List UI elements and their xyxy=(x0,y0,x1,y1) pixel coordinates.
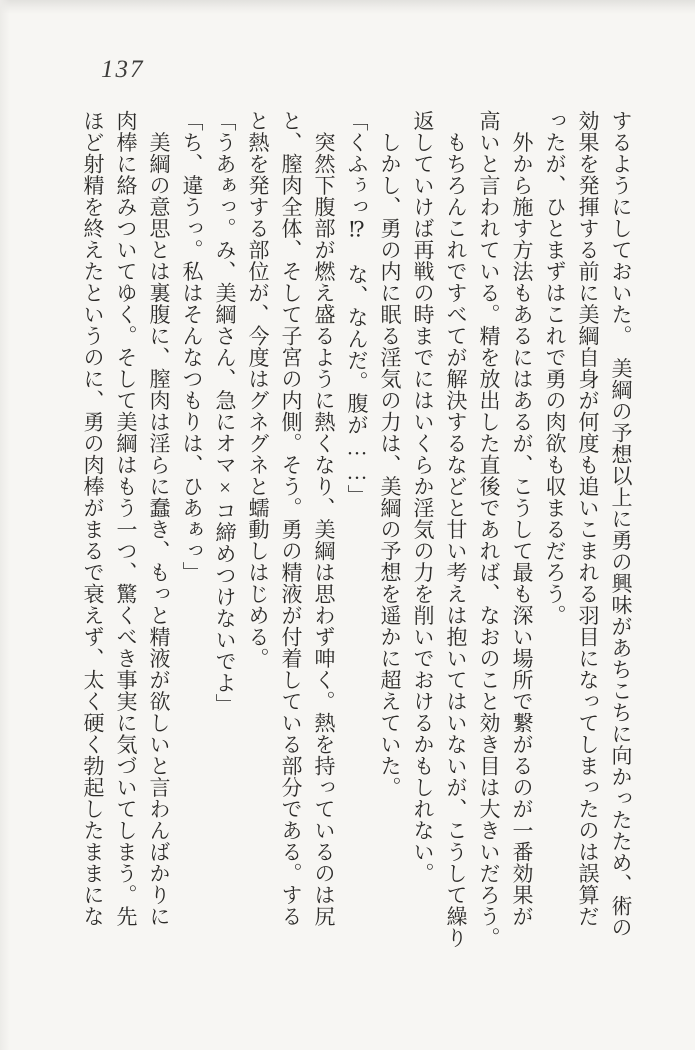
text-line: ほど射精を終えたというのに、勇の肉棒がまるで衰えず、太く硬く勃起したままにな xyxy=(81,110,105,927)
text-line: 「うあぁっ。み、美綱さん、急にオマ×コ締めつけないでよ」 xyxy=(213,110,237,715)
page-edge-shadow-left xyxy=(0,0,10,1050)
text-line: と熱を発する部位が、今度はグネグネと蠕動しはじめる。 xyxy=(246,110,270,669)
page-edge-shadow-top xyxy=(0,0,695,14)
text-line: 美綱の意思とは裏腹に、膣肉は淫らに蠢き、もっと精液が欲しいと言わんばかりに xyxy=(147,110,171,927)
text-line: 返していけば再戦の時までにはいくらか淫気の力を削いでおけるかもしれない。 xyxy=(411,110,435,884)
text-line: と、膣肉全体、そして子宮の内側。そう。勇の精液が付着している部分である。する xyxy=(279,110,303,927)
text-line: もちろんこれですべてが解決するなどと甘い考えは抱いてはいないが、こうして繰り xyxy=(444,110,468,949)
text-line: しかし、勇の内に眠る淫気の力は、美綱の予想を遥かに超えていた。 xyxy=(378,110,402,798)
text-line: 肉棒に絡みついてゆく。そして美綱はもう一つ、驚くべき事実に気づいてしまう。先 xyxy=(114,110,138,927)
page-text-block xyxy=(76,110,637,960)
text-line: 「ち、違うっ。私はそんなつもりは、ひあぁっ」 xyxy=(180,110,204,583)
text-line: 突然下腹部が燃え盛るように熱くなり、美綱は思わず呻く。熱を持っているのは尻 xyxy=(312,110,336,927)
text-line: 「くふぅっ⁉ な、なんだ。腹が……」 xyxy=(345,110,369,506)
text-line: ったが、ひとまずはこれで勇の肉欲も収まるだろう。 xyxy=(543,110,567,626)
text-line: 高いと言われている。精を放出した直後であれば、なおのこと効き目は大きいだろう。 xyxy=(477,110,501,949)
text-line: するようにしておいた。 美綱の予想以上に勇の興味があちこちに向かったため、術の xyxy=(609,110,633,938)
page-number: 137 xyxy=(101,56,145,83)
text-line: 外から施す方法もあるにはあるが、こうして最も深い場所で繋がるのが一番効果が xyxy=(510,110,534,927)
text-line: 効果を発揮する前に美綱自身が何度も追いこまれる羽目になってしまったのは誤算だ xyxy=(576,110,600,927)
